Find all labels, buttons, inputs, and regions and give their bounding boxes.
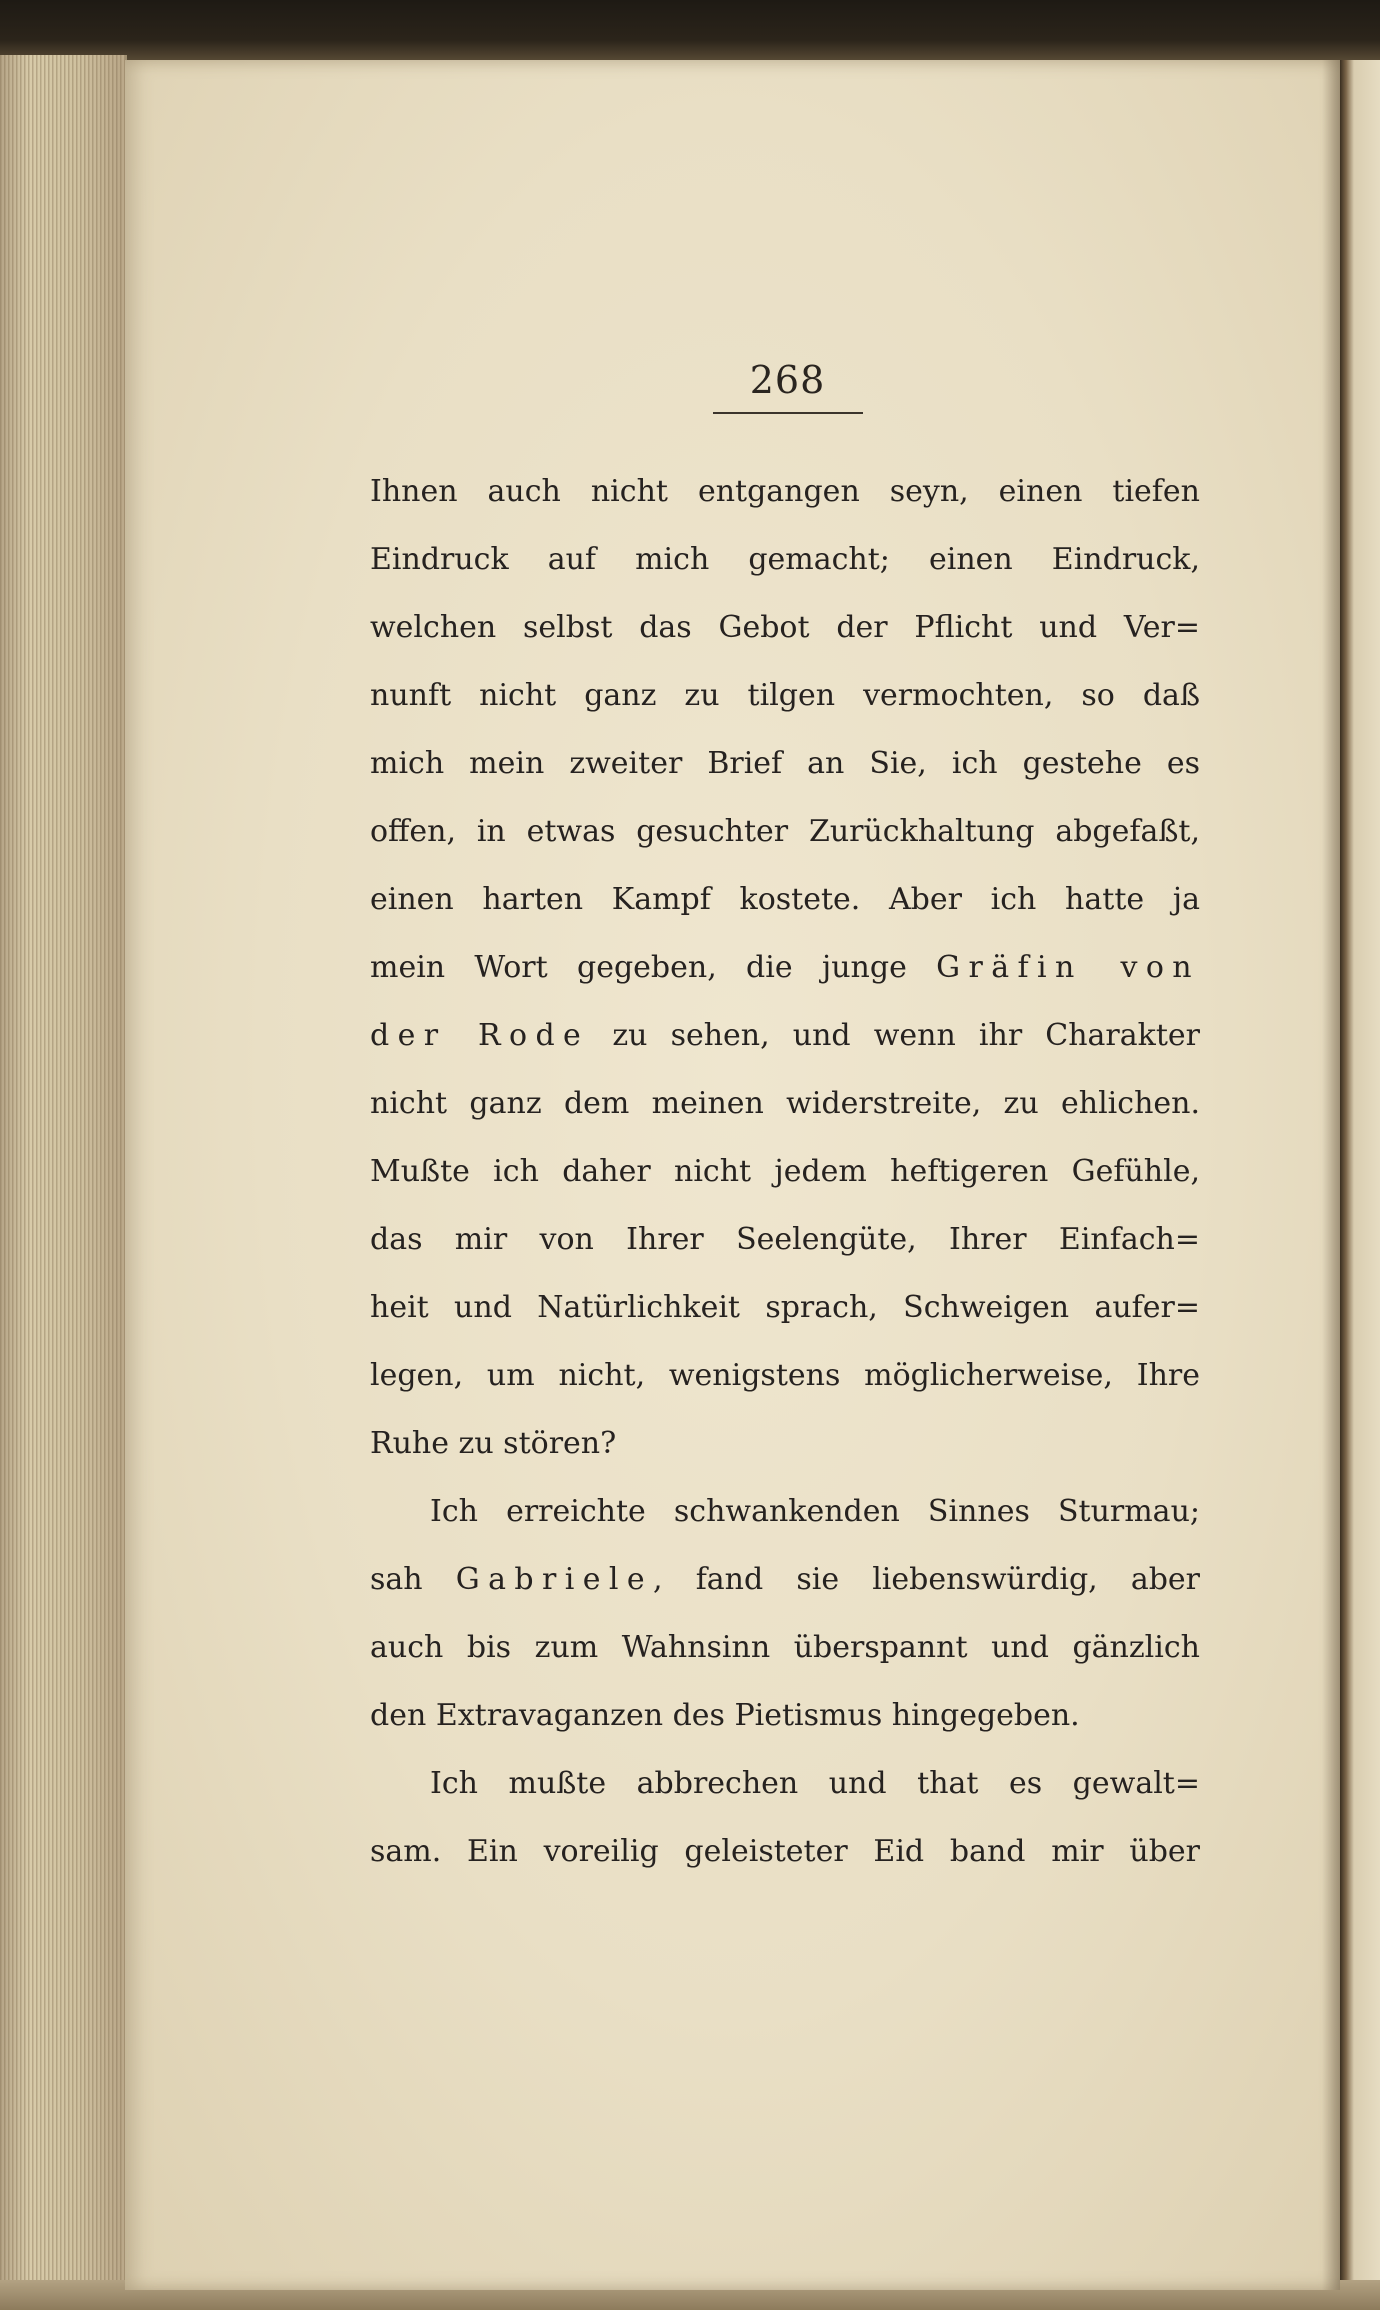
text-segment: mein Wort gegeben, die junge xyxy=(370,950,937,985)
text-line: offen, in etwas gesuchter Zurückhaltung abgefaßt, xyxy=(370,814,1200,849)
text-line xyxy=(370,1546,1200,1614)
spaced-name: Gräfin von xyxy=(936,950,1200,985)
text-line: legen, um nicht, wenigstens möglicherweise, Ihre xyxy=(370,1358,1200,1393)
text-segment: , fand sie liebenswürdig, aber xyxy=(653,1562,1201,1597)
book-page-edges xyxy=(0,55,127,2310)
spaced-name: der Rode xyxy=(370,1018,590,1053)
text-line: welchen selbst das Gebot der Pflicht und Ver= xyxy=(370,610,1200,645)
text-line: Ich mußte abbrechen und that es gewalt= xyxy=(430,1766,1200,1801)
text-line: den Extravaganzen des Pietismus hingegeben. xyxy=(370,1698,1080,1733)
page-number: 268 xyxy=(749,358,826,402)
body-text xyxy=(370,458,1200,1886)
header-rule xyxy=(713,412,863,414)
spaced-name: Gabriele xyxy=(455,1562,654,1597)
text-line: das mir von Ihrer Seelengüte, Ihrer Einfach= xyxy=(370,1222,1200,1257)
text-line: Ihnen auch nicht entgangen seyn, einen tiefen xyxy=(370,474,1200,509)
text-segment: zu sehen, und wenn ihr Charakter xyxy=(589,1018,1200,1053)
text-line: einen harten Kampf kostete. Aber ich hatte ja xyxy=(370,882,1200,917)
gutter-shadow xyxy=(1322,60,1340,2290)
text-line: Ruhe zu stören? xyxy=(370,1426,617,1461)
page-header xyxy=(710,352,865,414)
text-line: Ich erreichte schwankenden Sinnes Sturmau; xyxy=(430,1494,1200,1529)
text-line xyxy=(370,934,1200,1002)
text-line: nicht ganz dem meinen widerstreite, zu ehlichen. xyxy=(370,1086,1200,1121)
text-line: Eindruck auf mich gemacht; einen Eindruck, xyxy=(370,542,1200,577)
text-line: sam. Ein voreilig geleisteter Eid band mir über xyxy=(370,1834,1200,1869)
text-line: Mußte ich daher nicht jedem heftigeren Gefühle, xyxy=(370,1154,1200,1189)
text-line xyxy=(370,1002,1200,1070)
text-line: mich mein zweiter Brief an Sie, ich gestehe es xyxy=(370,746,1200,781)
text-segment: sah xyxy=(370,1562,456,1597)
text-line: nunft nicht ganz zu tilgen vermochten, so daß xyxy=(370,678,1200,713)
text-line: auch bis zum Wahnsinn überspannt und gänzlich xyxy=(370,1630,1200,1665)
facing-page-edge xyxy=(1340,60,1380,2290)
text-line: heit und Natürlichkeit sprach, Schweigen aufer= xyxy=(370,1290,1200,1325)
